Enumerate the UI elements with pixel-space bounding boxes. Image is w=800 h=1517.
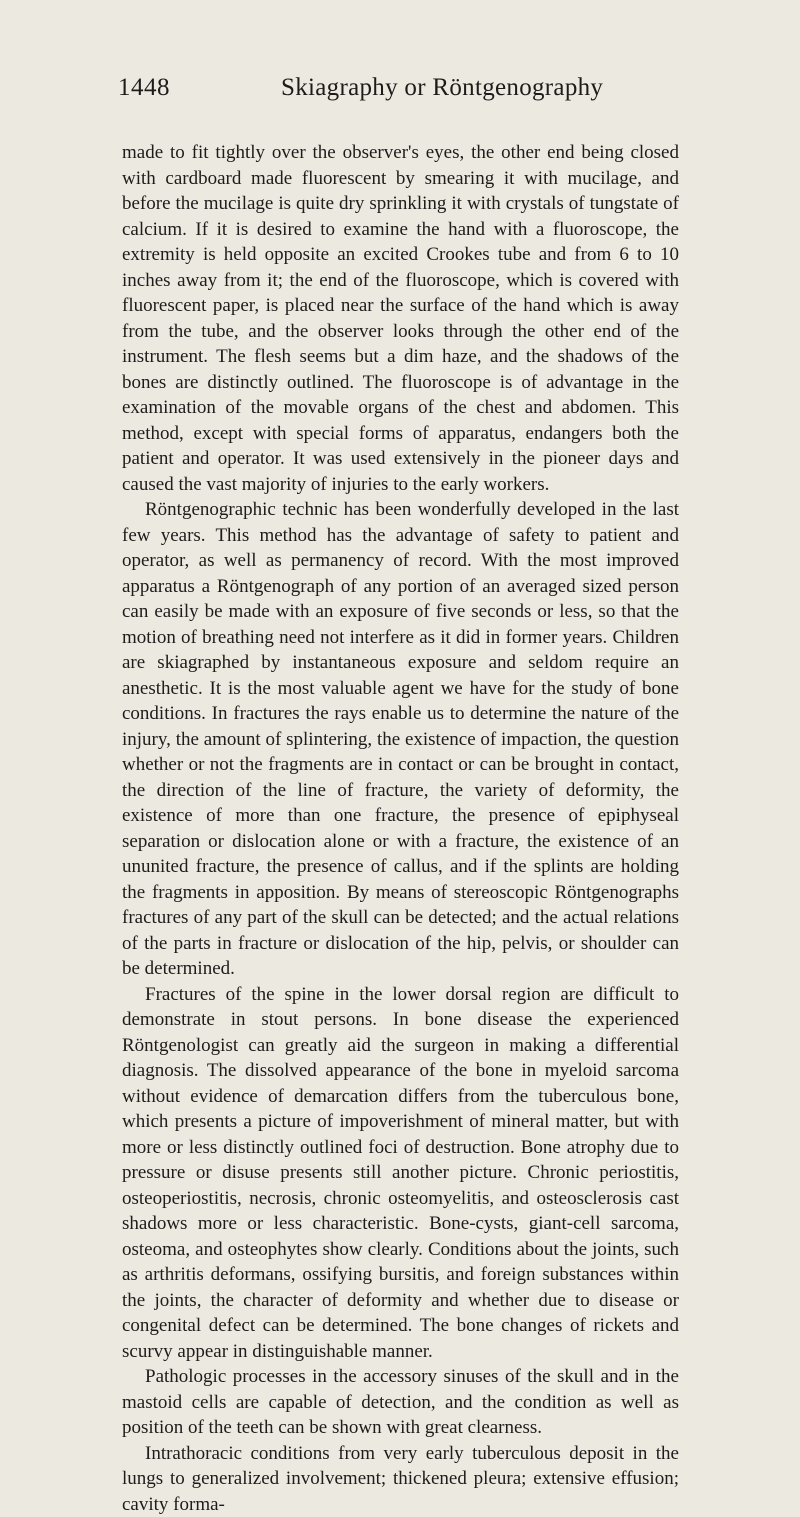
page-number: 1448 [118,74,170,102]
paragraph: Röntgenographic technic has been wonderfully developed in the last few years. This method has the advantage of safety to patient and operator, as well as permanency of record. With the most improved apparatus a Röntgenograph of any portion of an averaged sized person can easily be made with an exposure of five seconds or less, so that the motion of breathing need not interfere as it did in former years. Children are skiagraphed by instantaneous exposure and seldom require an anesthetic. It is the most valuable agent we have for the study of bone conditions. In fractures the rays enable us to determine the nature of the injury, the amount of splintering, the existence of impaction, the question whether or not the fragments are in contact or can be brought in contact, the direction of the line of fracture, the variety of deformity, the existence of more than one fracture, the presence of epiphyseal separation or dislocation alone or with a fracture, the existence of an ununited fracture, the presence of callus, and if the splints are holding the fragments in apposition. By means of stereoscopic Röntgenographs fractures of any part of the skull can be detected; and the actual relations of the parts in fracture or dislocation of the hip, pelvis, or shoulder can be determined. [122,497,679,982]
paragraph: Intrathoracic conditions from very early tuberculous deposit in the lungs to generalized involvement; thickened pleura; extensive effusion; cavity forma- [122,1441,679,1517]
page-header [0,74,800,114]
paragraph: Pathologic processes in the accessory sinuses of the skull and in the mastoid cells are capable of detection, and the condition as well as position of the teeth can be shown with great clearness. [122,1364,679,1441]
running-title: Skiagraphy or Röntgenography [281,74,603,102]
body-text [122,140,679,1517]
paragraph: Fractures of the spine in the lower dorsal region are difficult to demonstrate in stout persons. In bone disease the experienced Röntgenologist can greatly aid the surgeon in making a differential diagnosis. The dissolved appearance of the bone in myeloid sarcoma without evidence of demarcation differs from the tuberculous bone, which presents a picture of impoverishment of mineral matter, but with more or less distinctly outlined foci of destruction. Bone atrophy due to pressure or disuse presents still another picture. Chronic periostitis, osteoperiostitis, necrosis, chronic osteomyelitis, and osteosclerosis cast shadows more or less characteristic. Bone-cysts, giant-cell sarcoma, osteoma, and osteophytes show clearly. Conditions about the joints, such as arthritis deformans, ossifying bursitis, and foreign substances within the joints, the character of deformity and whether due to disease or congenital defect can be determined. The bone changes of rickets and scurvy appear in distinguishable manner. [122,982,679,1365]
paragraph: made to fit tightly over the observer's eyes, the other end being closed with cardboard made fluorescent by smearing it with mucilage, and before the mucilage is quite dry sprinkling it with crystals of tungstate of calcium. If it is desired to examine the hand with a fluoroscope, the extremity is held opposite an excited Crookes tube and from 6 to 10 inches away from it; the end of the fluoroscope, which is covered with fluorescent paper, is placed near the surface of the hand which is away from the tube, and the observer looks through the other end of the instrument. The flesh seems but a dim haze, and the shadows of the bones are distinctly outlined. The fluoroscope is of advantage in the examination of the movable organs of the chest and abdomen. This method, except with special forms of apparatus, endangers both the patient and operator. It was used extensively in the pioneer days and caused the vast majority of injuries to the early workers. [122,140,679,497]
